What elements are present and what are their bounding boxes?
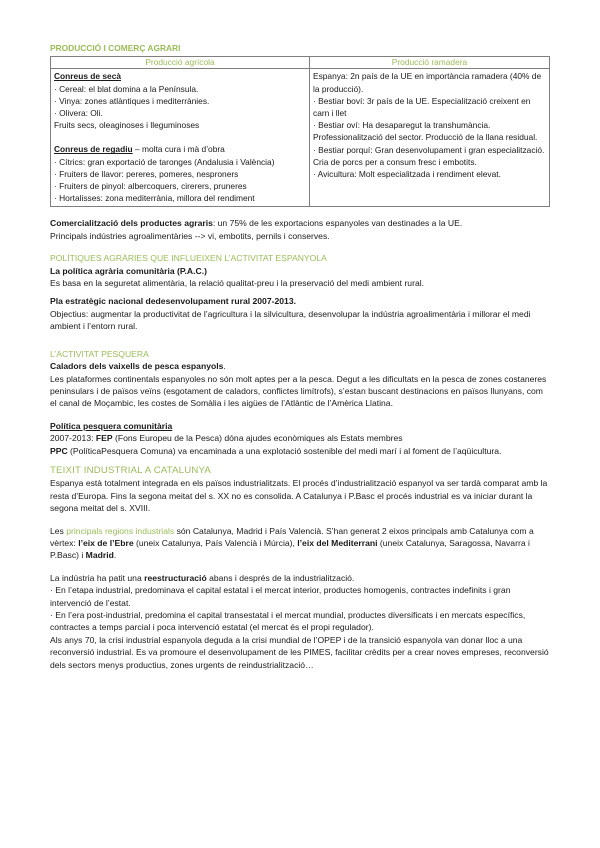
industries-line: Principals indústries agroalimentàries --> vi, embotits, pernils i conserves. <box>50 230 330 241</box>
list-item: · Cítrics: gran exportació de taronges (Andalusia i València) <box>54 156 275 167</box>
text-run: La indústria ha patit una <box>50 572 145 583</box>
pla-title: Pla estratègic nacional dedesenvolupament rural 2007-2013. <box>50 296 296 307</box>
table-header-ramadera: Producció ramadera <box>310 57 550 69</box>
list-item: · Olivera: Oli. <box>54 108 103 119</box>
pac-text: Es basa en la seguretat alimentària, la relació qualitat-preu i la preservació del medi ambient rural. <box>50 278 425 289</box>
text-run: Les <box>50 525 67 536</box>
list-item: · Bestiar oví: Ha desaparegut la transhumància. Professionalització del sector. Producció de la llana residual. <box>313 120 538 143</box>
fep-acronym: FEP <box>95 433 113 444</box>
politica-pesquera-title: Política pesquera comunitària <box>50 420 173 431</box>
section-heading-pesquera: L’ACTIVITAT PESQUERA <box>50 348 149 359</box>
text-run: (uneix Catalunya, Saragossa, Navarra i P.Basc) i <box>50 537 530 561</box>
list-item: · Bestiar porquí: Gran desenvolupament i gran especialització. Cria de porcs per a consum fresc i embotits. <box>313 144 545 167</box>
caladors-title-line <box>50 360 550 372</box>
regadiu-note: – molta cura i mà d’obra <box>132 144 225 155</box>
caladors-text: Les plataformes continentals espanyoles no són molt aptes per a la pesca. Degut a les dificultats en la pesca de zones costaneres peninsulars i de països veïns (esgotament de caladors, conflictes limítrofs), s’estan buscant destinacions en països llunyans, com el canal de Moçambic, les costes de Somàlia i les aigües de l’Atlàntic de l’Amèrica Llatina. <box>50 373 547 409</box>
section-heading-teixit: TEIXIT INDUSTRIAL A CATALUNYA <box>50 464 211 476</box>
list-item: · Fruiters de pinyol: albercoquers, cirerers, pruneres <box>54 181 247 192</box>
regadiu-line <box>54 143 306 155</box>
list-item: Fruits secs, oleaginoses i lleguminoses <box>54 120 200 131</box>
list-item: · En l’etapa industrial, predominava el capital estatal i el mercat interior, productes homogenis, contractes indefinits i gran intervenció de l’estat. <box>50 585 511 608</box>
list-item: · Cereal: el blat domina a la Península. <box>54 83 199 94</box>
fep-years: 2007-2013: <box>50 433 96 444</box>
section-heading-politiques: POLÍTIQUES AGRÀRIES QUE INFLUEIXEN L’ACTIVITAT ESPANYOLA <box>50 253 327 264</box>
list-item: · Avicultura: Molt especialitzada i rendiment elevat. <box>313 169 501 180</box>
teixit-paragraph-4: Als anys 70, la crisi industrial espanyola deguda a la crisi mundial de l’OPEP i de la transició espanyola van donar lloc a una reconversió industrial. Es va promoure el desenvolupament de les PIMES, facilitar crèdits per a crear noves empreses, reconversió dels sectors menys productius, zones urgents de reindustrialització… <box>50 634 549 670</box>
caladors-title: Caladors dels vaixells de pesca espanyols <box>50 361 224 372</box>
list-item: · En l’era post-industrial, predomina el capital transestatal i el mercat mundial, productes diversificats i en mercats específics, contractes a temps parcial i poca intervenció estatal (el mercat és el propi regulador). <box>50 610 526 633</box>
table-cell-agricola <box>51 69 310 207</box>
pac-title: La política agrària comunitària (P.A.C.) <box>50 265 207 276</box>
list-item: · Hortalisses: zona mediterrània, millora del rendiment <box>54 193 255 204</box>
table-cell-ramadera <box>310 69 550 207</box>
text-run: abans i després de la industrialització. <box>206 572 355 583</box>
comercialitzacio-label: Comercialització dels productes agraris <box>50 218 213 229</box>
eix-ebre: l’eix de l’Ebre <box>78 537 134 548</box>
teixit-paragraph-1: Espanya està totalment integrada en els països industrialitzats. El procés d’industrialització espanyol va ser tardà comparat amb la resta d’Europa. Fins la segona meitat del s. XX no es consolida. A Catalunya i P.Basc el procés industrial es va iniciar durant la segona meitat del s. XVIII. <box>50 478 548 514</box>
list-item: · Vinya: zones atlàntiques i mediterrànies. <box>54 95 210 106</box>
teixit-paragraph-2 <box>50 525 550 562</box>
pla-text: Objectius: augmentar la productivitat de l’agricultura i la silvicultura, desenvolupar la indústria agroalimentària i millorar el medi ambient i l’entorn rural. <box>50 308 531 332</box>
list-item: · Bestiar boví: 3r país de la UE. Especialització creixent en carn i llet <box>313 95 531 119</box>
text-run: són Catalunya, Madrid i País Valencià. S’han generat 2 eixos principals amb Catalunya com a vèrtex: <box>50 525 534 548</box>
table-header-agricola: Producció agrícola <box>51 57 310 69</box>
section-heading-produccio: PRODUCCIÓ I COMERÇ AGRARI <box>50 43 181 53</box>
list-item: · Fruiters de llavor: pereres, pomeres, nesproners <box>54 168 239 179</box>
text-run: . <box>113 550 117 561</box>
ppc-line <box>50 445 550 457</box>
list-item: Espanya: 2n país de la UE en importància ramadera (40% de la producció). <box>313 71 542 94</box>
ppc-text: (PolíticaPesquera Comuna) va encaminada a una explotació sostenible del medi marí i al foment de l’aqüicultura. <box>67 445 502 456</box>
caladors-title-end: . <box>223 361 226 372</box>
fep-line <box>50 432 550 444</box>
subheading-regadiu: Conreus de regadiu <box>54 144 133 155</box>
regions-highlight: principals regions industrials <box>66 525 175 536</box>
madrid-label: Madrid <box>85 550 114 561</box>
comercialitzacio-text: : un 75% de les exportacions espanyoles van destinades a la UE. <box>212 218 463 229</box>
production-table <box>50 56 550 207</box>
subheading-seca: Conreus de secà <box>54 71 122 82</box>
teixit-paragraph-3 <box>50 572 550 584</box>
reestructuracio-label: reestructuració <box>144 572 207 583</box>
eix-mediterrani: l’eix del Mediterrani <box>297 537 378 548</box>
document-page <box>50 42 550 671</box>
fep-text: (Fons Europeu de la Pesca) dóna ajudes econòmiques als Estats membres <box>112 433 403 444</box>
text-run: (uneix Catalunya, País Valencià i Múrcia), <box>133 537 298 548</box>
comercialitzacio-paragraph <box>50 217 550 229</box>
ppc-acronym: PPC <box>50 445 68 456</box>
